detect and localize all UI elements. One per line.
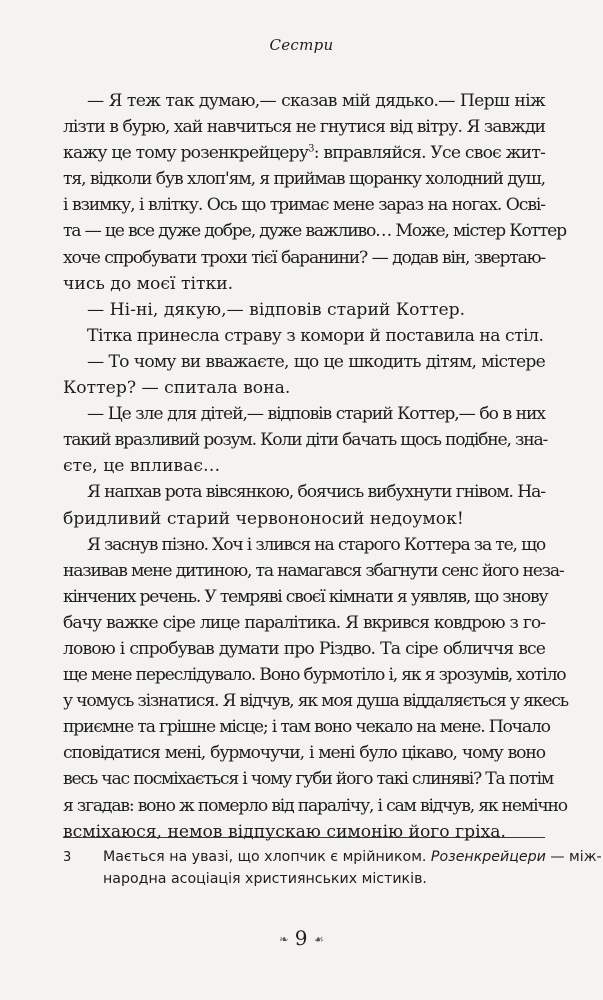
text-line <box>63 714 550 740</box>
text-segment: кажу це тому розенкрейцеру <box>63 143 309 164</box>
page-number <box>0 926 603 950</box>
folio-ornament-right: ☙ <box>313 933 324 946</box>
text-segment: чись до моєї тітки. <box>63 273 234 294</box>
text-line <box>63 636 545 662</box>
text-line <box>63 88 545 114</box>
text-segment: — Це зле для дітей,— відповів старий Коттер,— бо в них <box>87 404 545 425</box>
text-line <box>63 192 545 218</box>
text-line <box>63 166 545 192</box>
text-segment: у чомусь зізнатися. Я відчув, як моя душа віддаляється у якесь <box>63 691 568 712</box>
text-segment: Тітка принесла страву з комори й поставила на стіл. <box>87 325 544 346</box>
text-line <box>63 349 545 375</box>
paragraph <box>63 532 568 845</box>
paragraph <box>63 323 545 349</box>
page-number-value: 9 <box>294 926 308 950</box>
text-line <box>63 793 567 819</box>
text-segment: та — це все дуже добре, дуже важливо… Може, містер Коттер <box>63 221 566 242</box>
text-segment: приємне та грішне місце; і там воно чекало на мене. Почало <box>63 717 550 738</box>
text-segment: — Я теж так думаю,— сказав мій дядько.— Перш ніж <box>87 91 545 111</box>
text-segment: хоче спробувати трохи тієї баранини? — додав він, звертаю- <box>63 247 545 268</box>
text-segment: Я напхав рота вівсянкою, боячись вибухнути гнівом. На- <box>87 482 545 503</box>
text-line <box>63 819 545 845</box>
text-segment: — То чому ви вважаєте, що це шкодить дітям, містере <box>87 351 545 372</box>
text-line <box>63 245 545 271</box>
text-segment: називав мене дитиною, та намагався збагнути сенс його неза- <box>63 560 564 581</box>
text-line <box>63 584 548 610</box>
text-segment: сповідатися мені, бурмочучи, і мені було цікаво, чому воно <box>63 743 545 764</box>
text-line <box>63 610 545 636</box>
footnote <box>63 847 602 890</box>
footnote-text-segment: — між- <box>545 849 602 865</box>
text-line <box>63 532 545 558</box>
running-head: Сестри <box>269 36 334 54</box>
paragraph <box>63 88 566 297</box>
body-text <box>63 88 568 845</box>
footnote-rule <box>63 837 545 838</box>
text-segment: всміхаюся, немов відпускаю симонію його гріха. <box>63 821 507 842</box>
footnote-text-segment: Мається на увазі, що хлопчик є мрійником. <box>103 849 431 865</box>
text-segment: і взимку, і влітку. Ось що тримає мене зараз на ногах. Осві- <box>63 195 545 216</box>
text-segment: Я заснув пізно. Хоч і злився на старого Коттера за те, що <box>87 534 545 555</box>
text-segment: я згадав: воно ж померло від паралічу, і сам відчув, як немічно <box>63 795 567 816</box>
footnote-reference: 3 <box>308 143 314 155</box>
text-line <box>63 140 545 166</box>
footnote-line: народна асоціація християнських містиків. <box>103 870 427 887</box>
footnote-line <box>103 847 602 869</box>
text-segment: бридливий старий червононосий недоумок! <box>63 508 464 529</box>
text-segment: ще мене переслідувало. Воно бурмотіло і, як я зрозумів, хотіло <box>63 665 566 686</box>
text-line <box>63 401 545 427</box>
text-segment: бачу важке сіре лице паралітика. Я вкрився ковдрою з го- <box>63 612 545 633</box>
text-segment: тя, відколи був хлоп'ям, я приймав щоранку холодний душ, <box>63 169 545 190</box>
footnote-text <box>103 847 602 890</box>
text-line <box>63 114 545 140</box>
text-segment: — Ні-ні, дякую,— відповів старий Коттер. <box>87 299 466 320</box>
text-line <box>63 297 545 323</box>
text-segment: кінчених речень. У темряві своєї кімнати я уявляв, що знову <box>63 586 548 607</box>
paragraph <box>63 401 548 479</box>
text-line <box>63 688 568 714</box>
text-segment: ловою і спробував думати про Різдво. Та сіре обличчя все <box>63 638 545 659</box>
text-line <box>63 427 548 453</box>
text-line <box>63 271 545 297</box>
paragraph <box>63 297 545 323</box>
text-line <box>63 662 566 688</box>
footnote-term: Розенкрейцери <box>430 849 546 865</box>
text-line <box>63 375 545 401</box>
text-line <box>63 558 564 584</box>
text-line <box>63 766 554 792</box>
text-segment: єте, це впливає… <box>63 456 221 477</box>
text-segment: лізти в бурю, хай навчиться не гнутися від вітру. Я завжди <box>63 117 545 138</box>
footnote-number: 3 <box>63 850 72 865</box>
text-segment: весь час посміхається і чому губи його такі слиняві? Та потім <box>63 769 554 790</box>
folio-ornament-left: ❧ <box>279 933 289 946</box>
text-segment: : вправляйся. Усе своє жит- <box>313 143 546 164</box>
text-line <box>63 323 545 349</box>
paragraph <box>63 479 545 531</box>
text-line <box>63 453 545 479</box>
text-segment: такий вразливий розум. Коли діти бачать щось подібне, зна- <box>63 430 548 451</box>
text-line <box>63 479 545 505</box>
text-line <box>63 218 566 244</box>
text-line <box>63 506 545 532</box>
text-line <box>63 740 545 766</box>
paragraph <box>63 349 545 401</box>
text-segment: Коттер? — спитала вона. <box>63 378 291 399</box>
